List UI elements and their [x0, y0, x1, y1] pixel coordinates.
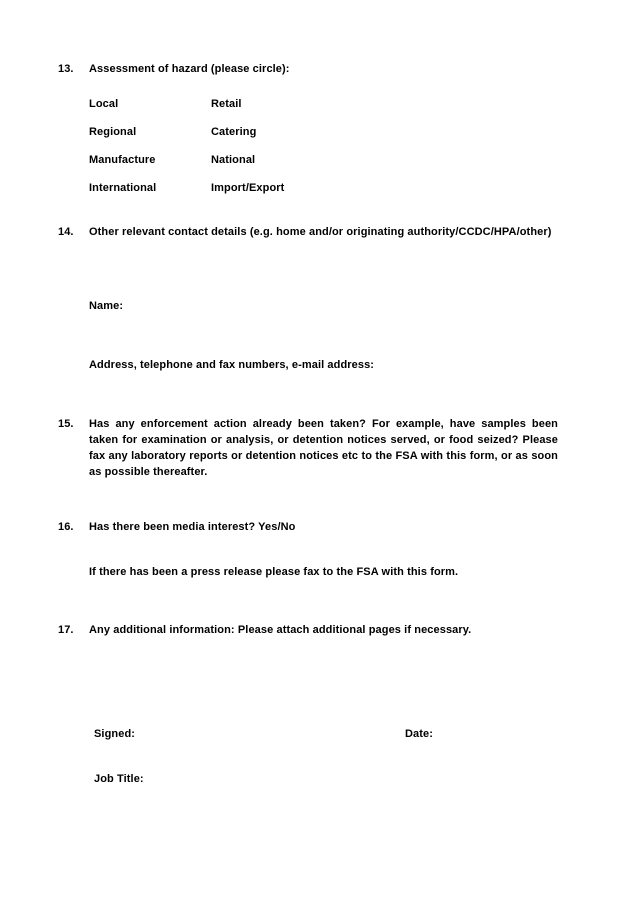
hazard-option-regional[interactable]: Regional [89, 126, 137, 138]
hazard-option-catering[interactable]: Catering [211, 126, 257, 138]
signed-label: Signed: [94, 728, 136, 740]
item-15-number: 15. [58, 418, 74, 430]
job-title-label: Job Title: [94, 773, 144, 785]
contact-name-label: Name: [89, 300, 124, 312]
item-16-press-release-note: If there has been a press release please fax to the FSA with this form. [89, 566, 459, 578]
hazard-option-manufacture[interactable]: Manufacture [89, 154, 156, 166]
item-13-number: 13. [58, 63, 74, 75]
hazard-option-international[interactable]: International [89, 182, 157, 194]
hazard-option-import-export[interactable]: Import/Export [211, 182, 285, 194]
item-14-number: 14. [58, 226, 74, 238]
date-label: Date: [405, 728, 434, 740]
item-16-number: 16. [58, 521, 74, 533]
form-item-15 [58, 416, 558, 480]
item-15-prompt: Has any enforcement action already been taken? For example, have samples been taken for examination or analysis, or detention notices served, or food seized? Please fax any laboratory reports or detention notices etc to the FSA with this form, or as soon as possible thereafter. [89, 418, 558, 478]
item-14-prompt: Other relevant contact details (e.g. home and/or originating authority/CCDC/HPA/other) [89, 226, 552, 238]
form-item-17 [58, 622, 558, 638]
hazard-option-local[interactable]: Local [89, 98, 119, 110]
signature-row [94, 726, 558, 771]
item-17-prompt: Any additional information: Please attach additional pages if necessary. [89, 624, 472, 636]
form-item-16 [58, 519, 558, 535]
item-13-prompt: Assessment of hazard (please circle): [89, 63, 290, 75]
item-17-number: 17. [58, 624, 74, 636]
hazard-option-national[interactable]: National [211, 154, 256, 166]
job-title-row [94, 771, 558, 816]
form-item-14 [58, 224, 558, 240]
hazard-option-row [89, 96, 371, 124]
hazard-option-row [89, 152, 371, 180]
form-item-13 [58, 61, 558, 77]
hazard-assessment-options [89, 96, 371, 208]
hazard-option-retail[interactable]: Retail [211, 98, 242, 110]
signature-block [94, 726, 558, 816]
contact-address-label: Address, telephone and fax numbers, e-mail address: [89, 359, 375, 371]
hazard-option-row [89, 180, 371, 208]
item-16-prompt: Has there been media interest? Yes/No [89, 521, 296, 533]
hazard-option-row [89, 124, 371, 152]
